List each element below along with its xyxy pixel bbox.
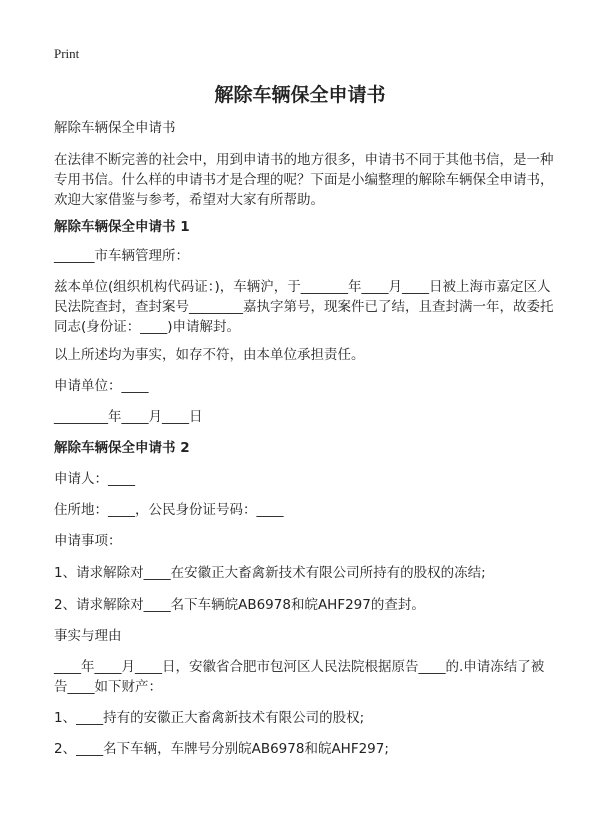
list-item: 1、请求解除对____在安徽正大畜禽新技术有限公司所持有的股权的冻结; (54, 565, 486, 581)
list-item: 1、____持有的安徽正大畜禽新技术有限公司的股权; (54, 710, 365, 726)
applicant-unit: 申请单位：____ (54, 378, 149, 394)
facts-label: 事实与理由 (54, 628, 122, 644)
print-link[interactable]: Print (54, 46, 80, 61)
date-line: ________年____月____日 (54, 409, 203, 425)
section1-body: 兹本单位(组织机构代码证：)，车辆沪，于_______年____月____日被上海市嘉定区人民法院查封，查封案号________嘉执字第号，现案件已了结，且查封满一年，故委托同志(身份证：____)申请解封。 (54, 279, 554, 335)
applicant: 申请人：____ (54, 471, 135, 487)
statement: 以上所述均为事实，如存不符，由本单位承担责任。 (54, 347, 365, 363)
subtitle: 解除车辆保全申请书 (54, 120, 176, 136)
page-title: 解除车辆保全申请书 (214, 84, 386, 106)
matters-label: 申请事项： (54, 533, 122, 549)
address: 住所地：____，公民身份证号码：____ (54, 502, 284, 518)
section2-heading: 解除车辆保全申请书 2 (54, 440, 190, 456)
section1-heading: 解除车辆保全申请书 1 (54, 219, 190, 235)
intro-paragraph: 在法律不断完善的社会中，用到申请书的地方很多，申请书不同于其他书信，是一种专用书信。什么样的申请书才是合理的呢？下面是小编整理的解除车辆保全申请书，欢迎大家借鉴与参考，希望对大家有所帮助。 (54, 152, 554, 208)
addressee: ______市车辆管理所： (54, 248, 189, 264)
facts-paragraph: ____年____月____日，安徽省合肥市包河区人民法院根据原告____的.申请冻结了被告____如下财产： (54, 659, 545, 695)
list-item: 2、请求解除对____名下车辆皖AB6978和皖AHF297的查封。 (54, 597, 425, 613)
list-item: 2、____名下车辆，车牌号分别皖AB6978和皖AHF297; (54, 741, 389, 757)
